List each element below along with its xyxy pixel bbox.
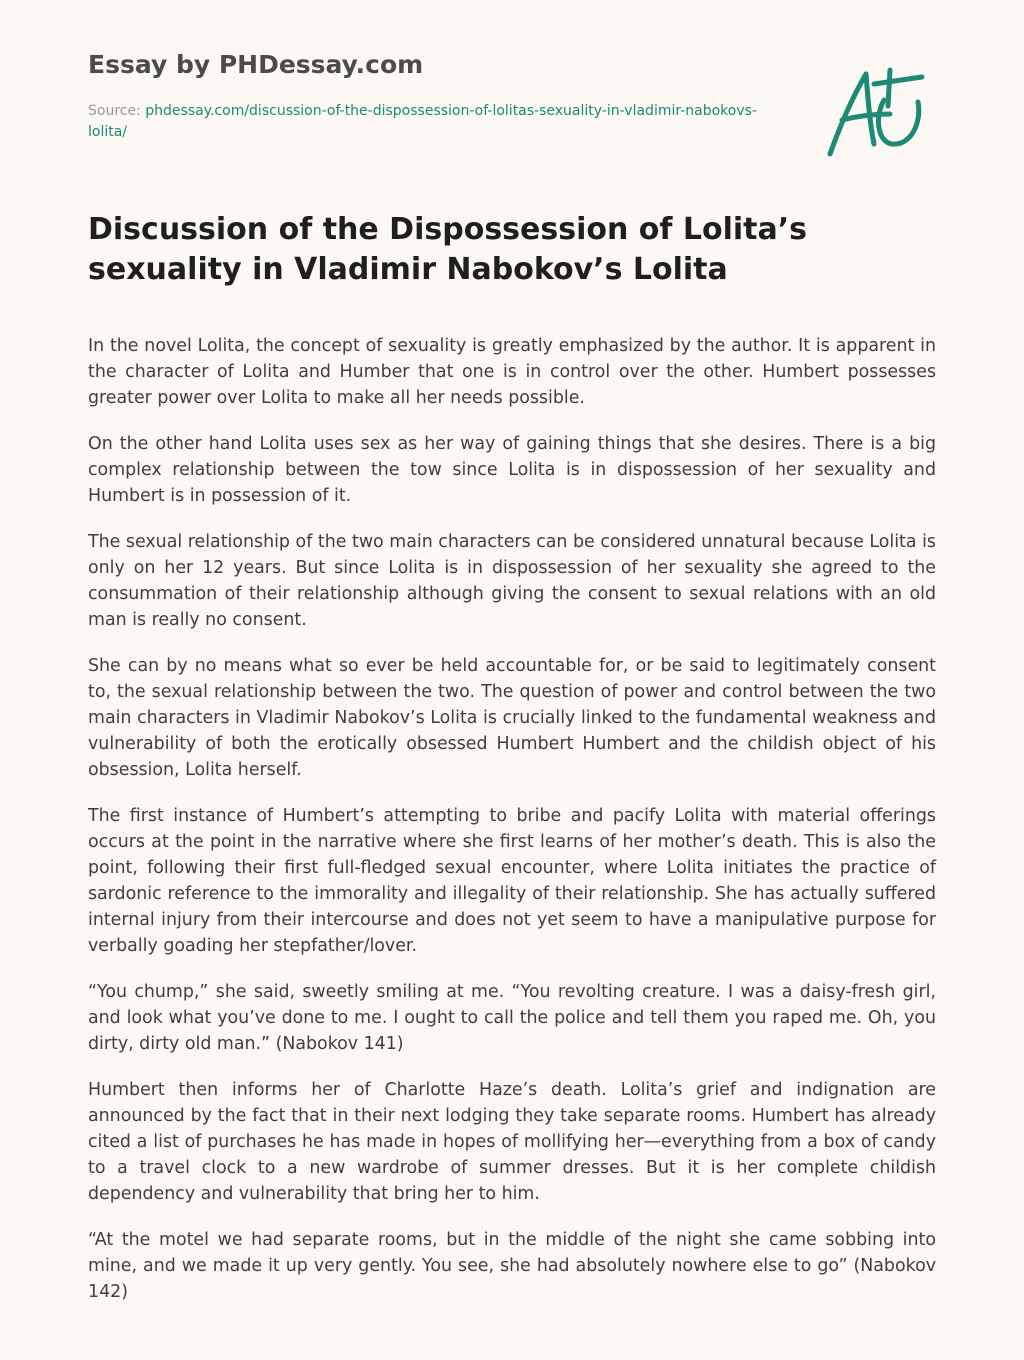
site-brand: Essay by PHDessay.com xyxy=(88,50,424,79)
paragraph: On the other hand Lolita uses sex as her way of gaining things that she desires. There is a big complex relationship between the tow since Lolita is in dispossession of her sexuality and Humbert is in possession of it. xyxy=(88,434,936,506)
paragraph: The first instance of Humbert’s attempting to bribe and pacify Lolita with material offerings occurs at the point in the narrative where she first learns of her mother’s death. This is also the point, following their first full-fledged sexual encounter, where Lolita initiates the practice of sardonic reference to the immorality and illegality of their relationship. She has actually suffered internal injury from their intercourse and does not yet seem to have a manipulative purpose for verbally goading her stepfather/lover. xyxy=(88,806,936,956)
source-line xyxy=(88,101,768,143)
a-plus-logo xyxy=(822,64,932,164)
paragraph: Humbert then informs her of Charlotte Haze’s death. Lolita’s grief and indignation are announced by the fact that in their next lodging they take separate rooms. Humbert has already cited a list of purchases he has made in hopes of mollifying her—everything from a box of candy to a travel clock to a new wardrobe of summer dresses. But it is her complete childish dependency and vulnerability that bring her to him. xyxy=(88,1080,936,1204)
paragraph: In the novel Lolita, the concept of sexuality is greatly emphasized by the author. It is apparent in the character of Lolita and Humber that one is in control over the other. Humbert possesses greater power over Lolita to make all her needs possible. xyxy=(88,336,936,408)
paragraph: She can by no means what so ever be held accountable for, or be said to legitimately consent to, the sexual relationship between the two. The question of power and control between the two main characters in Vladimir Nabokov’s Lolita is crucially linked to the fundamental weakness and vulnerability of both the erotically obsessed Humbert Humbert and the childish object of his obsession, Lolita herself. xyxy=(88,656,936,780)
article-body xyxy=(88,333,936,1325)
article-title: Discussion of the Dispossession of Lolita’s sexuality in Vladimir Nabokov’s Lolita xyxy=(88,212,808,287)
quote-paragraph: “You chump,” she said, sweetly smiling at me. “You revolting creature. I was a daisy-fresh girl, and look what you’ve done to me. I ought to call the police and tell them you raped me. Oh, you dirty, dirty old man.” (Nabokov 141) xyxy=(88,982,936,1054)
source-link[interactable]: phdessay.com/discussion-of-the-dispossession-of-lolitas-sexuality-in-vladimir-nabokovs-lolita/ xyxy=(88,103,757,140)
quote-paragraph: “At the motel we had separate rooms, but in the middle of the night she came sobbing into mine, and we made it up very gently. You see, she had absolutely nowhere else to go” (Nabokov 142) xyxy=(88,1230,936,1302)
a-plus-logo-icon xyxy=(822,64,932,164)
source-label: Source: xyxy=(88,103,146,119)
paragraph: The sexual relationship of the two main characters can be considered unnatural because Lolita is only on her 12 years. But since Lolita is in dispossession of her sexuality she agreed to the consummation of their relationship although giving the consent to sexual relations with an old man is really no consent. xyxy=(88,532,936,630)
